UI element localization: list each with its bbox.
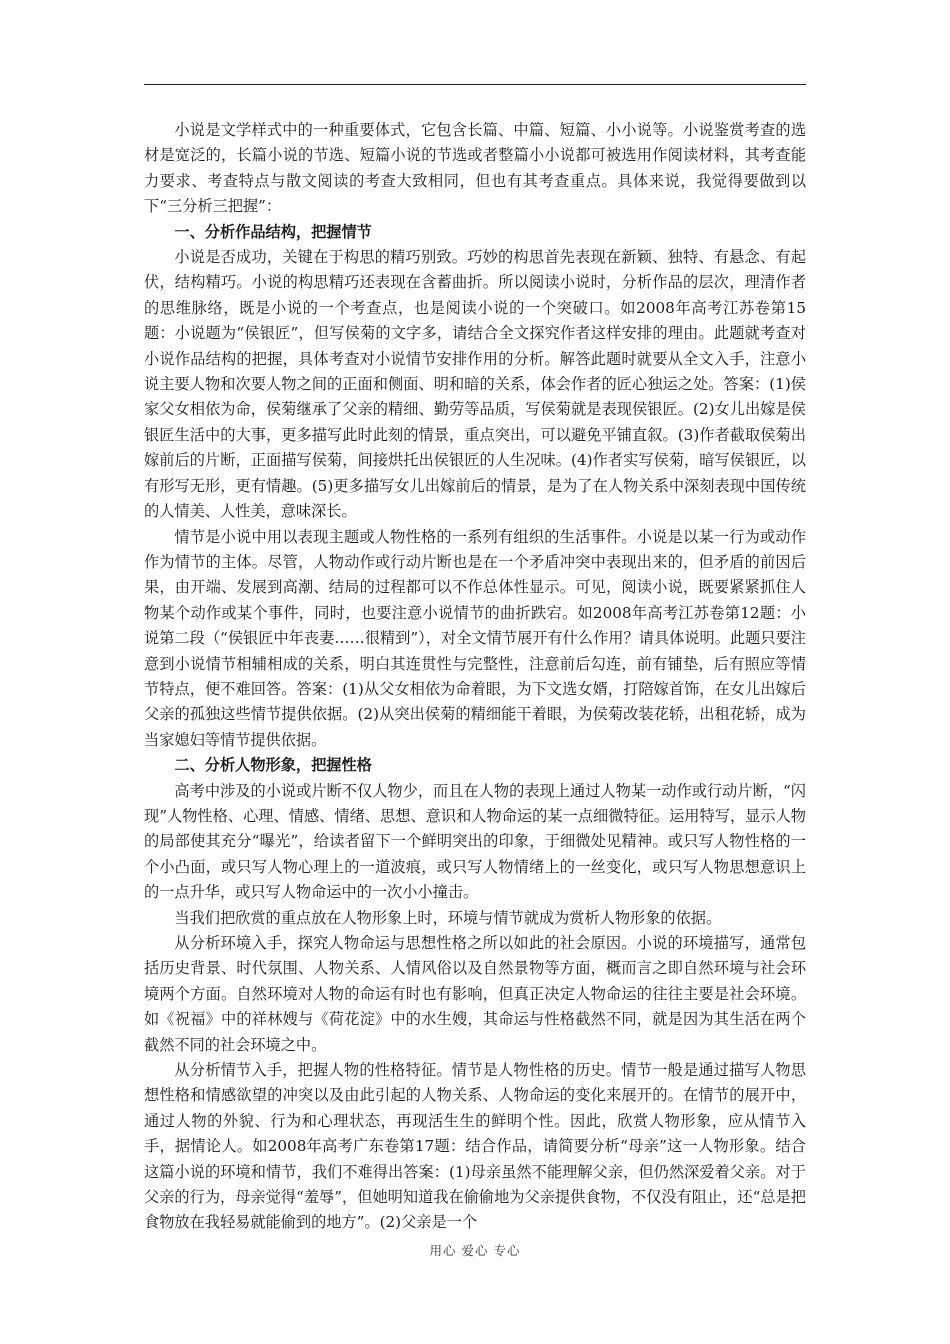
section-2-paragraph: 高考中涉及的小说或片断不仅人物少，而且在人物的表现上通过人物某一动作或行动片断，“闪现”人物性格、心理、情感、情绪、思想、意识和人物命运的某一点细微特征。运用特写，显示人物的局部使其充分“曝光”，给读者留下一个鲜明突出的印象，于细微处见精神。或只写人物性格的一个小凸面，或只写人物心理上的一道波痕，或只写人物情绪上的一丝变化，或只写人物思想意识上的一点升华，或只写人物命运中的一次小小撞击。 — [144, 781, 806, 902]
document-body — [144, 118, 806, 1236]
section-2-paragraph: 从分析情节入手，把握人物的性格特征。情节是人物性格的历史。情节一般是通过描写人物思想性格和情感欲望的冲突以及由此引起的人物关系、人物命运的变化来展开的。在情节的展开中，通过人物的外貌、行为和心理状态，再现活生生的鲜明个性。因此，欣赏人物形象，应从情节入手，据情论人。如2008年高考广东卷第17题：结合作品，请简要分析“母亲”这一人物形象。结合这篇小说的环境和情节，我们不难得出答案：(1)母亲虽然不能理解父亲，但仍然深爱着父亲。对于父亲的行为，母亲觉得“羞辱”，但她明知道我在偷偷地为父亲提供食物，不仅没有阻止，还“总是把食物放在我轻易就能偷到的地方”。(2)父亲是一个 — [144, 1061, 806, 1232]
page-footer: 用心 爱心 专心 — [429, 1243, 521, 1258]
section-2-heading: 二、分析人物形象，把握性格 — [174, 756, 372, 775]
section-2-paragraph: 当我们把欣赏的重点放在人物形象上时，环境与情节就成为赏析人物形象的依据。 — [174, 908, 722, 927]
section-1-paragraph: 小说是否成功，关键在于构思的精巧别致。巧妙的构思首先表现在新颖、独特、有悬念、有起伏，结构精巧。小说的构思精巧还表现在含蓄曲折。所以阅读小说时，分析作品的层次，理清作者的思维脉络，既是小说的一个考查点，也是阅读小说的一个突破口。如2008年高考江苏卷第15题：小说题为“侯银匠”，但写侯菊的文字多，请结合全文探究作者这样安排的理由。此题就考查对小说作品结构的把握，具体考查对小说情节安排作用的分析。解答此题时就要从全文入手，注意小说主要人物和次要人物之间的正面和侧面、明和暗的关系，体会作者的匠心独运之处。答案：(1)侯家父女相依为命，侯菊继承了父亲的精细、勤劳等品质，写侯菊就是表现侯银匠。(2)女儿出嫁是侯银匠生活中的大事，更多描写此时此刻的情景，重点突出，可以避免平铺直叙。(3)作者截取侯菊出嫁前后的片断，正面描写侯菊，间接烘托出侯银匠的人生况味。(4)作者实写侯菊，暗写侯银匠，以有形写无形，更有情趣。(5)更多描写女儿出嫁前后的情景，是为了在人物关系中深刻表现中国传统的人情美、人性美，意味深长。 — [144, 248, 806, 521]
section-1-paragraph: 情节是小说中用以表现主题或人物性格的一系列有组织的生活事件。小说是以某一行为或动作作为情节的主体。尽管，人物动作或行动片断也是在一个矛盾冲突中表现出来的，但矛盾的前因后果，由开端、发展到高潮、结局的过程都可以不作总体性显示。可见，阅读小说，既要紧紧抓住人物某个动作或某个事件，同时，也要注意小说情节的曲折跌宕。如2008年高考江苏卷第12题：小说第二段（“侯银匠中年丧妻……很精到”），对全文情节展开有什么作用？请具体说明。此题只要注意到小说情节相辅相成的关系，明白其连贯性与完整性，注意前后勾连，前有铺垫，后有照应等情节特点，便不难回答。答案：(1)从父女相依为命着眼，为下文选女婿，打陪嫁首饰，在女儿出嫁后父亲的孤独这些情节提供依据。(2)从突出侯菊的精细能干着眼，为侯菊改装花轿，出租花轿，成为当家媳妇等情节提供依据。 — [144, 527, 806, 749]
section-2-paragraph: 从分析环境入手，探究人物命运与思想性格之所以如此的社会原因。小说的环境描写，通常包括历史背景、时代氛围、人物关系、人情风俗以及自然景物等方面，概而言之即自然环境与社会环境两个方面。自然环境对人物的命运有时也有影响，但真正决定人物命运的往往主要是社会环境。如《祝福》中的祥林嫂与《荷花淀》中的水生嫂，其命运与性格截然不同，就是因为其生活在两个截然不同的社会环境之中。 — [144, 934, 806, 1054]
intro-paragraph: 小说是文学样式中的一种重要体式，它包含长篇、中篇、短篇、小小说等。小说鉴赏考查的选材是宽泛的，长篇小说的节选、短篇小说的节选或者整篇小小说都可被选用作阅读材料，其考查能力要求、考查特点与散文阅读的考查大致相同，但也有其考查重点。具体来说，我觉得要做到以下“三分析三把握”： — [144, 121, 806, 216]
header-rule — [144, 84, 806, 85]
section-1-heading: 一、分析作品结构，把握情节 — [174, 222, 372, 241]
